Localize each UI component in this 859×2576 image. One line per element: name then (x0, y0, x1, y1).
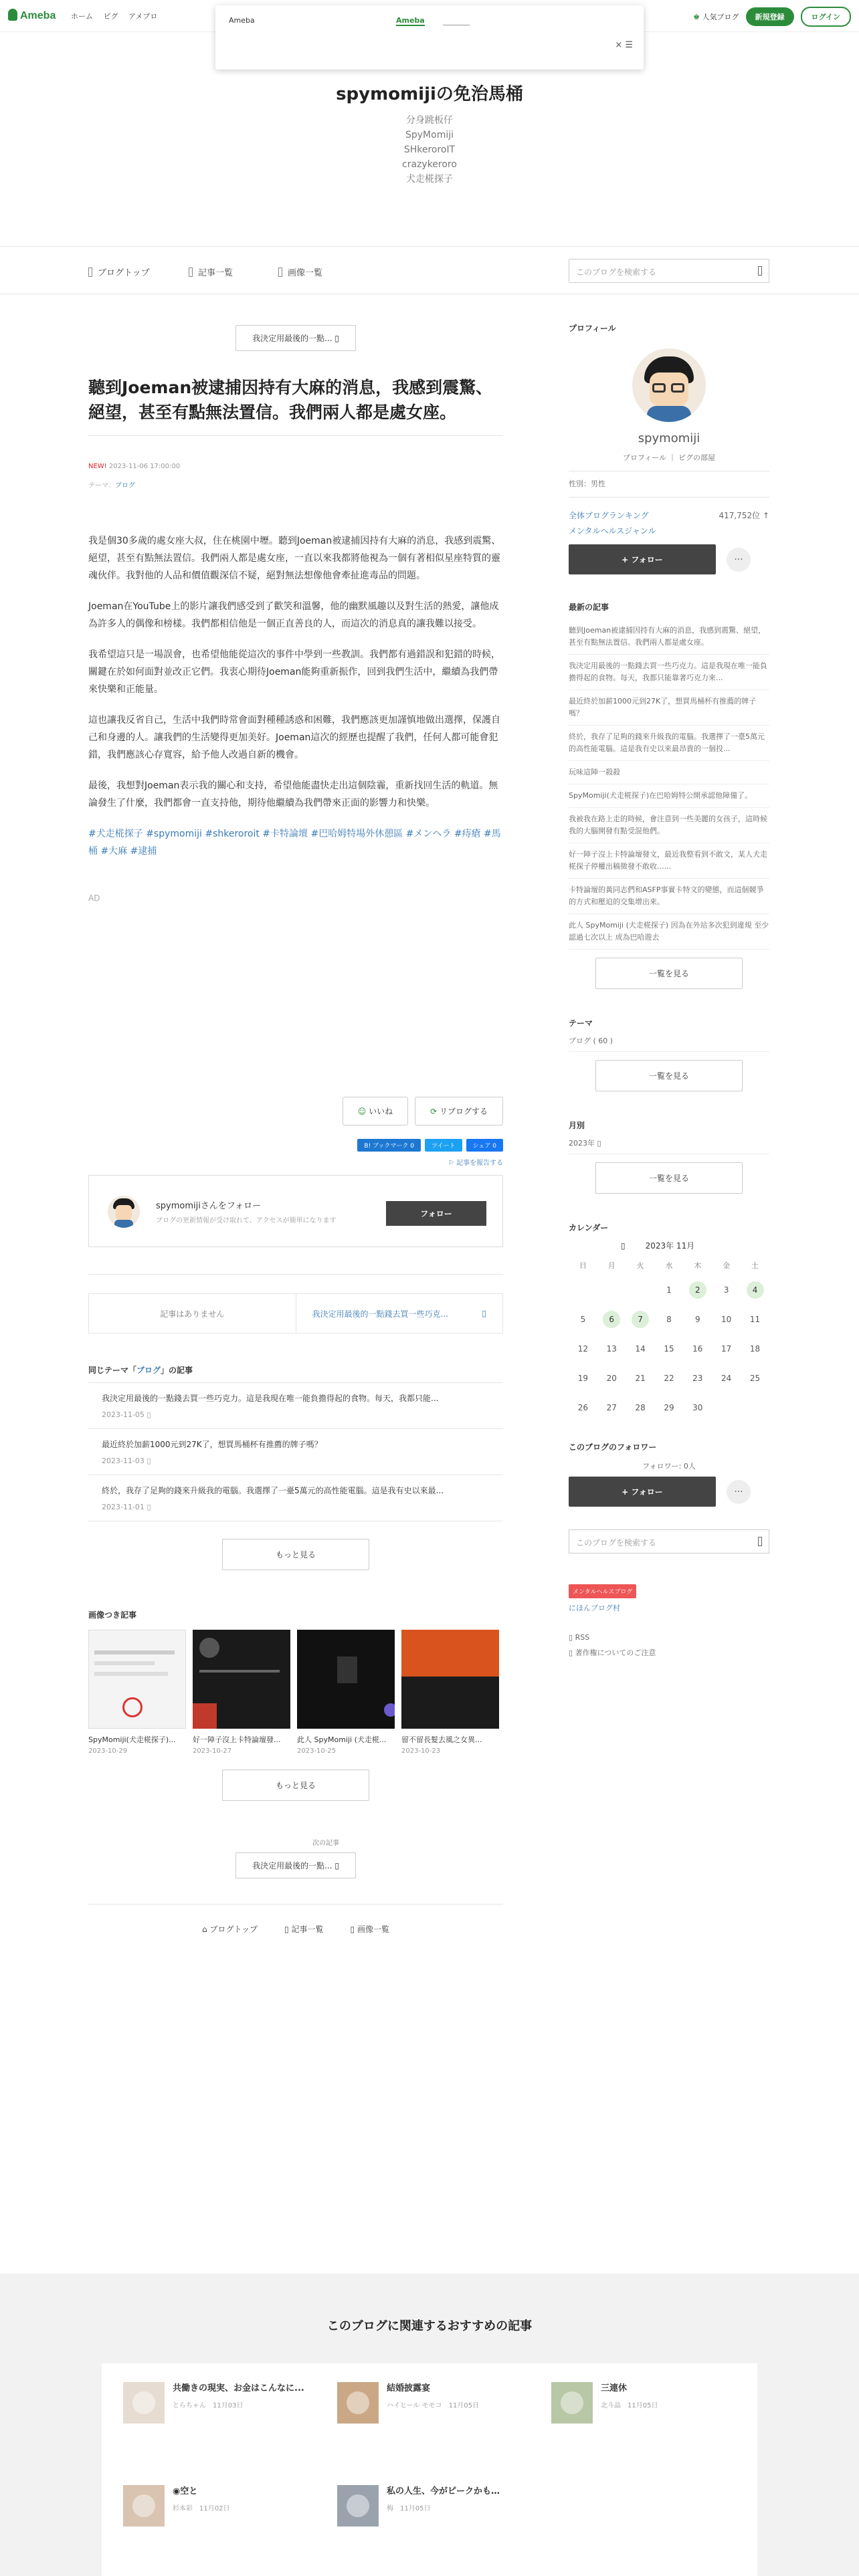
theme-heading: テーマ (569, 1018, 593, 1028)
day-number: 17 (721, 1344, 732, 1354)
recommended-item[interactable] (337, 2382, 538, 2424)
weekday-label: 月 (607, 1261, 615, 1270)
pig-room-link[interactable]: ピグの部屋 (678, 453, 715, 462)
more-options-icon[interactable]: ··· (727, 1480, 751, 1504)
calendar-day[interactable] (569, 1364, 597, 1393)
desc-line: crazykeroro (402, 159, 457, 170)
article-title[interactable]: 聽到Joeman被逮捕因持有大麻的消息，我感到震驚、絕望，甚至有點無法置信。我們兩人都是處女座。 (88, 378, 493, 422)
paragraph: 我是個30多歲的處女座大叔，住在桃園中壢。聽到Joeman被逮捕因持有大麻的消息，我感到震驚、絕望，甚至有點無法置信。我們兩人都是處女座，一直以來我都將他視為一個有著相似星座特質的靈魂伙伴。我對他的人品和價值觀深信不疑，絕對無法想像他會牽扯進毒品的問題。 (88, 536, 501, 581)
list-item[interactable]: 我決定用最後的一點錢去買一些巧克力。這是我現在唯一能負擔得起的食物。每天，我都只能... 2023-11-05 ▯ (88, 1383, 503, 1429)
info-icon: ▯ (569, 1648, 573, 1657)
monthly-item[interactable]: 2023年 ▯ (569, 1138, 769, 1154)
day-number: 18 (749, 1344, 761, 1354)
image-entry[interactable]: 此人 SpyMomiji (犬走椛... 2023-10-25 (297, 1630, 395, 1755)
paragraph: 這也讓我反省自己，生活中我們時常會面對種種誘惑和困難，我們應該更加謹慎地做出選擇，保護自己和身邊的人。讓我們的生活變得更加美好。Joeman這次的經歷也提醒了我們，任何人都可能會犯錯，我們應該心存寬容，給予他人改過自新的機會。 (88, 715, 500, 760)
calendar-day (712, 1393, 741, 1422)
calendar-day[interactable] (597, 1393, 626, 1422)
image-icon: ▯ (147, 1457, 151, 1465)
reblog-icon: ⟳ (430, 1107, 438, 1116)
entry-pager (88, 1293, 503, 1333)
entry-thumbnail (193, 1630, 290, 1729)
same-theme-title: 同じテーマ「ブログ」の記事 (88, 1366, 193, 1375)
day-number: 7 (632, 1311, 649, 1328)
recommended-title-text: ◉空と (173, 2486, 198, 2496)
recommended-item[interactable] (551, 2382, 752, 2424)
day-number: 10 (721, 1315, 732, 1324)
image-entry[interactable]: 好一陣子沒上卡特論壇發... 2023-10-27 (193, 1630, 290, 1755)
calendar-day[interactable] (655, 1275, 684, 1305)
search-icon[interactable] (758, 1537, 762, 1546)
calendar-day (569, 1275, 597, 1305)
register-button[interactable]: 新規登録 (746, 7, 794, 26)
day-number: 27 (606, 1403, 617, 1412)
reblog-button[interactable]: ⟳ リブログする (415, 1097, 503, 1125)
theme-more-button[interactable]: 一覧を見る (595, 1060, 743, 1091)
recommended-thumbnail (123, 2382, 165, 2424)
blog-search-input[interactable]: このブログを検索する (569, 259, 769, 283)
recommended-meta: 梅 11月05日 (387, 2505, 431, 2512)
calendar-day[interactable] (683, 1305, 712, 1334)
calendar-day[interactable] (597, 1334, 626, 1364)
calendar-day[interactable] (741, 1364, 769, 1393)
calendar-day[interactable] (683, 1275, 712, 1305)
entry-thumbnail (88, 1630, 186, 1729)
paragraph: 最後，我想對Joeman表示我的關心和支持，希望他能盡快走出這個陰霾，重新找回生活的軌道。無論發生了什麼，我們都會一直支持他，期待他繼續為我們帶來正面的影響力和快樂。 (88, 780, 498, 809)
report-link[interactable]: ⚐ 記事を報告する (448, 1160, 503, 1167)
recent-entries (569, 619, 769, 950)
day-number: 20 (606, 1374, 617, 1383)
recommended-title-text: 共働きの現実、お金はこんなに... (173, 2383, 304, 2393)
popular-blogs-link[interactable]: ♚ 人気ブログ (693, 13, 739, 21)
overall-ranking-value: 417,752位 ↑ (719, 511, 769, 520)
share-bar (88, 1139, 503, 1152)
recent-entry[interactable]: 我被我在路上走的時候，會注意到一些美麗的女孩子，這時候我的大腦開發有點受混他們。 (569, 808, 769, 843)
calendar-day[interactable] (712, 1305, 741, 1334)
calendar-day[interactable] (626, 1305, 655, 1334)
follow-button[interactable]: フォロー (386, 1201, 486, 1226)
image-entries-title: 画像つき記事 (88, 1610, 137, 1620)
calendar-day[interactable] (741, 1334, 769, 1364)
calendar-day[interactable] (683, 1334, 712, 1364)
calendar-day[interactable] (655, 1364, 684, 1393)
sidebar: プロフィール spymomiji プロフィール ｜ ピグの部屋 性別：男性 全体ブログランキング 417,752位 ↑ メンタルヘルスジャンル + フォロー ··· 最新の記事 聽到Joeman被逮捕因持有大麻的消息，我感到震驚、絕望，甚至有點無法置信。我們兩人都是處女座。 我決定用最後的一點錢去買一些巧克力。這是我現在唯一能負擔得起的食物。每天，我都只能靠著巧克力來... 最近終於加薪1000元到27K了，想買馬桶杯有推薦的牌子嗎？ 終於，我存了足夠的錢來升級我的電腦。我選擇了一臺5萬元的高性能電腦。這是我有史以來最昂貴的一個投... 玩味這陣一殺殺 SpyMomiji(犬走椛探子)在巴哈姆特公開承認他障僮了。 我被我在路上走的時候，會注意到一些美麗的女孩子，這時候我的大腦開發有點受混他們。 好一陣子沒上卡特論壇發文，最近我整看到不敢文，某人犬走椛探子停權出稿徵發不敢收...... 卡特論壇的黃同志們和ASFP事實卡特文的變態，而這個競爭的方式和壓迫的交集增出來。 此人 SpyMomiji (犬走椛探子) 因為在外站多次犯到違規 至少認過七次以上 成為巴哈遊去 一覧を見る テーマ ブログ ( 60 ) 一覧を見る 月別 2023年 ▯ 一覧を見る カレンダー ▯ 2023年 11月 日 月 火 水 木 金 土 1 2 3 4 5 6 7 8 9 10 11 12 13 14 15 16 17 18 19 20 21 22 23 24 25 26 27 28 29 30 このブログのフォロワー フォロワー: 0人 + フォロー ··· このブログを検索する メンタルヘルスブログ にほんブログ村 ▯ RSS ▯ 著作権についてのご注意 (569, 324, 769, 1657)
copyright-link[interactable]: ▯ 著作権についてのご注意 (569, 1648, 656, 1657)
divider (88, 435, 503, 436)
recent-entry[interactable]: 卡特論壇的黃同志們和ASFP事實卡特文的變態，而這個競爭的方式和壓迫的交集增出來。 (569, 879, 769, 914)
account-popup (215, 5, 644, 70)
day-number: 26 (577, 1403, 589, 1412)
main-column (88, 314, 503, 1935)
entry-thumbnail (401, 1630, 499, 1729)
weekday-label: 土 (751, 1261, 759, 1270)
calendar-day[interactable] (569, 1393, 597, 1422)
article-date: 2023-11-06 17:00:00 (108, 463, 181, 470)
flag-icon: ⚐ (448, 1160, 454, 1167)
profile-heading: プロフィール (569, 324, 616, 333)
desc-line: SpyMomiji (405, 130, 454, 140)
recommended-meta: とらちゃん 11月03日 (173, 2402, 244, 2409)
footer-blog-top[interactable]: ⌂ ブログトップ (202, 1925, 258, 1934)
paragraph: 我希望這只是一場誤會，也希望他能從這次的事件中學到一些教訓。我們都有過錯誤和犯錯的時候，關鍵在於如何面對並改正它們。我衷心期待Joeman能夠重新振作，回到我們生活中，繼續為我們帶來快樂和正能量。 (88, 649, 500, 695)
recommended-title-text: 私の人生、今がピークかも… (387, 2486, 500, 2496)
profile-name[interactable]: spymomiji (638, 431, 700, 445)
prev-entry-button[interactable]: 我決定用最後的一點... ▯ (235, 325, 356, 351)
recent-entry[interactable]: 最近終於加薪1000元到27K了，想買馬桶杯有推薦的牌子嗎？ (569, 690, 769, 726)
recommended-card (102, 2363, 757, 2576)
next-entry-link[interactable]: 我決定用最後的一點錢去買一些巧克... ▯ (312, 1309, 486, 1319)
desc-line: 犬走椛探子 (406, 174, 453, 185)
calendar-day (741, 1393, 769, 1422)
prev-entry-none: 記事はありません (89, 1294, 296, 1333)
weekday-label: 火 (636, 1261, 644, 1270)
recommended-thumbnail (551, 2382, 593, 2424)
calendar-day[interactable] (597, 1364, 626, 1393)
profile-avatar[interactable] (632, 348, 706, 422)
home-icon (88, 267, 92, 277)
day-number: 9 (694, 1315, 700, 1324)
day-number: 5 (580, 1315, 586, 1324)
sidebar-follow-button[interactable]: + フォロー (569, 544, 716, 574)
follow-description: ブログの更新情報が受け取れて、アクセスが簡単になります (156, 1217, 337, 1224)
day-number: 30 (692, 1403, 703, 1412)
tweet-button[interactable]: ツイート (425, 1139, 462, 1152)
day-number: 25 (749, 1374, 761, 1383)
weekday-label: 水 (665, 1261, 673, 1270)
calendar-day[interactable] (626, 1364, 655, 1393)
nav-ameblo[interactable]: アメブロ (128, 12, 158, 21)
day-number: 22 (664, 1374, 674, 1383)
calendar-day[interactable] (655, 1305, 684, 1334)
divider (88, 1904, 503, 1905)
recommended-thumbnail (123, 2485, 165, 2527)
recent-entry[interactable]: 終於，我存了足夠的錢來升級我的電腦。我選擇了一臺5萬元的高性能電腦。這是我有史以來最昂貴的一個投... (569, 726, 769, 761)
weekday-label: 木 (694, 1261, 702, 1270)
ameba-logo-icon (8, 9, 17, 21)
blog-title[interactable]: spymomijiの免治馬桶 (336, 84, 523, 104)
rss-icon: ▯ (569, 1633, 573, 1642)
facebook-share-button[interactable]: シェア 0 (466, 1139, 503, 1152)
followers-follow-button[interactable]: + フォロー (569, 1477, 716, 1507)
day-number: 12 (577, 1344, 589, 1354)
calendar-day[interactable] (683, 1364, 712, 1393)
search-icon[interactable] (758, 266, 762, 276)
next-entry-label: 次の記事 (312, 1840, 339, 1847)
ameba-logo[interactable]: Ameba (8, 9, 56, 22)
calendar-day[interactable] (597, 1305, 626, 1334)
author-avatar[interactable] (108, 1196, 140, 1228)
recent-heading: 最新の記事 (569, 603, 609, 612)
desc-line: 分身跳板仔 (406, 115, 453, 126)
calendar-day[interactable] (626, 1334, 655, 1364)
day-number: 1 (666, 1285, 672, 1295)
article-meta (88, 463, 503, 470)
day-number: 11 (749, 1315, 761, 1324)
day-number: 23 (692, 1374, 703, 1383)
recent-entry[interactable]: 聽到Joeman被逮捕因持有大麻的消息，我感到震驚、絕望，甚至有點無法置信。我們兩人都是處女座。 (569, 619, 769, 655)
monthly-heading: 月別 (569, 1121, 585, 1130)
calendar-month: ▯ 2023年 11月 (620, 1241, 695, 1251)
profile-link[interactable]: プロフィール (623, 453, 666, 462)
popup-tab-underline (443, 16, 470, 25)
popup-close-icon[interactable]: × ☰ (615, 40, 633, 50)
recent-entry[interactable]: 玩味這陣一殺殺 (569, 761, 769, 784)
day-number: 21 (635, 1374, 646, 1383)
day-number: 28 (635, 1403, 646, 1412)
calendar-day[interactable] (683, 1393, 712, 1422)
hashtags[interactable]: #犬走椛探子 #spymomiji #shkeroroit #卡特論壇 #巴哈姆特場外休憩區 #メンヘラ #痔瘡 #馬桶 #大麻 #逮捕 (88, 829, 501, 857)
day-number: 16 (692, 1344, 703, 1354)
more-options-icon[interactable]: ··· (727, 548, 751, 572)
list-icon (189, 267, 193, 277)
list-item[interactable]: 終於，我存了足夠的錢來升級我的電腦。我選擇了一臺5萬元的高性能電腦。這是我有史以來最... 2023-11-01 ▯ (88, 1475, 503, 1521)
chevron-right-icon: ▯ (482, 1309, 486, 1318)
nav-blog-top[interactable]: ブログトップ (88, 265, 150, 278)
recent-more-button[interactable]: 一覧を見る (595, 958, 743, 989)
weekday-label: 日 (579, 1261, 587, 1270)
blog-description (0, 113, 859, 187)
followers-heading: このブログのフォロワー (569, 1442, 657, 1452)
theme-link[interactable]: ブログ (115, 482, 135, 490)
image-entries (88, 1630, 503, 1755)
blog-nav (0, 246, 859, 294)
recommended-item[interactable] (123, 2485, 324, 2527)
same-theme-list (88, 1382, 503, 1521)
hatena-bookmark-button[interactable]: B! ブックマーク 0 (357, 1139, 421, 1152)
same-theme-more-button[interactable]: もっと見る (222, 1539, 369, 1570)
header-nav (71, 11, 165, 21)
calendar-day (626, 1275, 655, 1305)
calendar-heading: カレンダー (569, 1223, 609, 1232)
follow-box (88, 1175, 503, 1247)
divider (569, 497, 769, 498)
popup-tab-ameba[interactable]: Ameba (396, 16, 425, 25)
recommended-item[interactable] (337, 2485, 538, 2527)
calendar-day[interactable] (712, 1275, 741, 1305)
day-number: 3 (723, 1285, 729, 1295)
day-number: 29 (664, 1403, 674, 1412)
image-icon (278, 267, 282, 277)
recent-entry[interactable]: 好一陣子沒上卡特論壇發文，最近我整看到不敢文，某人犬走椛探子停權出稿徵發不敢收...... (569, 843, 769, 879)
next-entry-button[interactable]: 我決定用最後的一點... ▯ (235, 1852, 356, 1879)
desc-line: SHkeroroIT (403, 144, 456, 155)
recommended-thumbnail (337, 2485, 379, 2527)
calendar-day[interactable] (741, 1275, 769, 1305)
day-number: 14 (635, 1344, 646, 1354)
article-body (88, 532, 503, 812)
recommended-thumbnail (337, 2382, 379, 2424)
monthly-more-button[interactable]: 一覧を見る (595, 1162, 743, 1194)
day-number: 8 (666, 1315, 672, 1324)
nav-home[interactable]: ホーム (71, 12, 93, 21)
recent-entry[interactable]: SpyMomiji(犬走椛探子)在巴哈姆特公開承認他障僮了。 (569, 784, 769, 808)
new-badge: NEW! (88, 463, 107, 470)
calendar-day[interactable] (712, 1364, 741, 1393)
day-number: 6 (603, 1311, 620, 1328)
image-entry[interactable]: 留不留長髮去風之女異... 2023-10-23 (401, 1630, 499, 1755)
blog-header (0, 80, 859, 187)
same-theme-link[interactable]: ブログ (136, 1366, 161, 1375)
recommended-title-text: 三連休 (601, 2383, 628, 2393)
overall-ranking-link[interactable]: 全体ブログランキング (569, 511, 649, 520)
recommended-meta: ハイヒール モモコ 11月05日 (387, 2402, 480, 2409)
rss-link[interactable]: ▯ RSS (569, 1633, 590, 1642)
like-button[interactable]: ☺ いいね (343, 1097, 408, 1125)
recommended-title-text: 結婚披露宴 (387, 2383, 431, 2393)
day-number: 19 (577, 1374, 589, 1383)
image-icon: ▯ (147, 1410, 151, 1419)
entry-thumbnail (297, 1630, 395, 1729)
recent-entry[interactable]: 我決定用最後的一點錢去買一些巧克力。這是我現在唯一能負擔得起的食物。每天，我都只能靠著巧克力來... (569, 655, 769, 690)
theme-item[interactable]: ブログ ( 60 ) (569, 1035, 769, 1052)
nihon-blog-mura-link[interactable]: にほんブログ村 (569, 1604, 620, 1612)
day-number: 2 (689, 1281, 706, 1299)
weekday-label: 金 (723, 1261, 731, 1270)
popup-title: Ameba (229, 16, 255, 25)
calendar-day[interactable] (741, 1305, 769, 1334)
recommended-item[interactable] (123, 2382, 324, 2424)
profile-gender: 性別：男性 (569, 479, 605, 488)
calendar-day[interactable] (655, 1334, 684, 1364)
sidebar-search-input[interactable]: このブログを検索する (569, 1529, 769, 1553)
nav-entry-list[interactable]: 記事一覧 (189, 265, 233, 278)
calendar (569, 1255, 769, 1422)
footer-nav (88, 1923, 503, 1935)
genre-ranking-link[interactable]: メンタルヘルスジャンル (569, 526, 656, 536)
footer-image-list[interactable]: ▯ 画像一覧 (350, 1925, 389, 1934)
prev-month-icon[interactable]: ▯ (620, 1241, 626, 1251)
image-entries-more-button[interactable]: もっと見る (222, 1769, 369, 1801)
paragraph: Joeman在YouTube上的影片讓我們感受到了歡笑和溫馨，他的幽默風趣以及對生活的熱愛，讓他成為許多人的偶像和榜樣。我們都相信他是一個正直善良的人，而這次的消息真的讓我難以接受。 (88, 601, 499, 629)
list-item[interactable]: 最近終於加薪1000元到27K了，想買馬桶杯有推薦的牌子嗎？ 2023-11-03 ▯ (88, 1429, 503, 1475)
recommended-meta: 杉本彩 11月02日 (173, 2505, 230, 2512)
mental-health-badge[interactable]: メンタルヘルスブログ (569, 1584, 636, 1598)
recommended-title: このブログに関連するおすすめの記事 (326, 2319, 533, 2333)
crown-icon: ♚ (693, 13, 700, 21)
ad-label: AD (88, 893, 100, 903)
login-button[interactable]: ログイン (801, 7, 851, 27)
calendar-day[interactable] (626, 1393, 655, 1422)
nav-pigg[interactable]: ピグ (103, 12, 118, 21)
day-number: 4 (747, 1281, 764, 1299)
follow-author-name: spymomijiさんをフォロー (156, 1201, 262, 1211)
followers-count: フォロワー: 0人 (642, 1462, 696, 1471)
smile-icon: ☺ (357, 1107, 367, 1116)
recommended-section (0, 2274, 859, 2576)
day-number: 24 (721, 1374, 732, 1383)
recommended-meta: 北斗晶 11月05日 (601, 2402, 658, 2409)
calendar-day[interactable] (712, 1334, 741, 1364)
day-number: 15 (664, 1344, 674, 1354)
nav-image-list[interactable]: 画像一覧 (278, 265, 322, 278)
calendar-day[interactable] (569, 1305, 597, 1334)
recent-entry[interactable]: 此人 SpyMomiji (犬走椛探子) 因為在外站多次犯到違規 至少認過七次以上 成為巴哈遊去 (569, 914, 769, 950)
calendar-day[interactable] (655, 1393, 684, 1422)
footer-entry-list[interactable]: ▯ 記事一覧 (284, 1925, 324, 1934)
image-icon: ▯ (147, 1503, 151, 1511)
image-entry[interactable]: SpyMomiji(犬走椛探子)... 2023-10-29 (88, 1630, 186, 1755)
article-theme: テーマ：ブログ (88, 482, 135, 490)
calendar-day (597, 1275, 626, 1305)
day-number: 13 (606, 1344, 617, 1354)
divider (88, 1274, 503, 1275)
calendar-day[interactable] (569, 1334, 597, 1364)
